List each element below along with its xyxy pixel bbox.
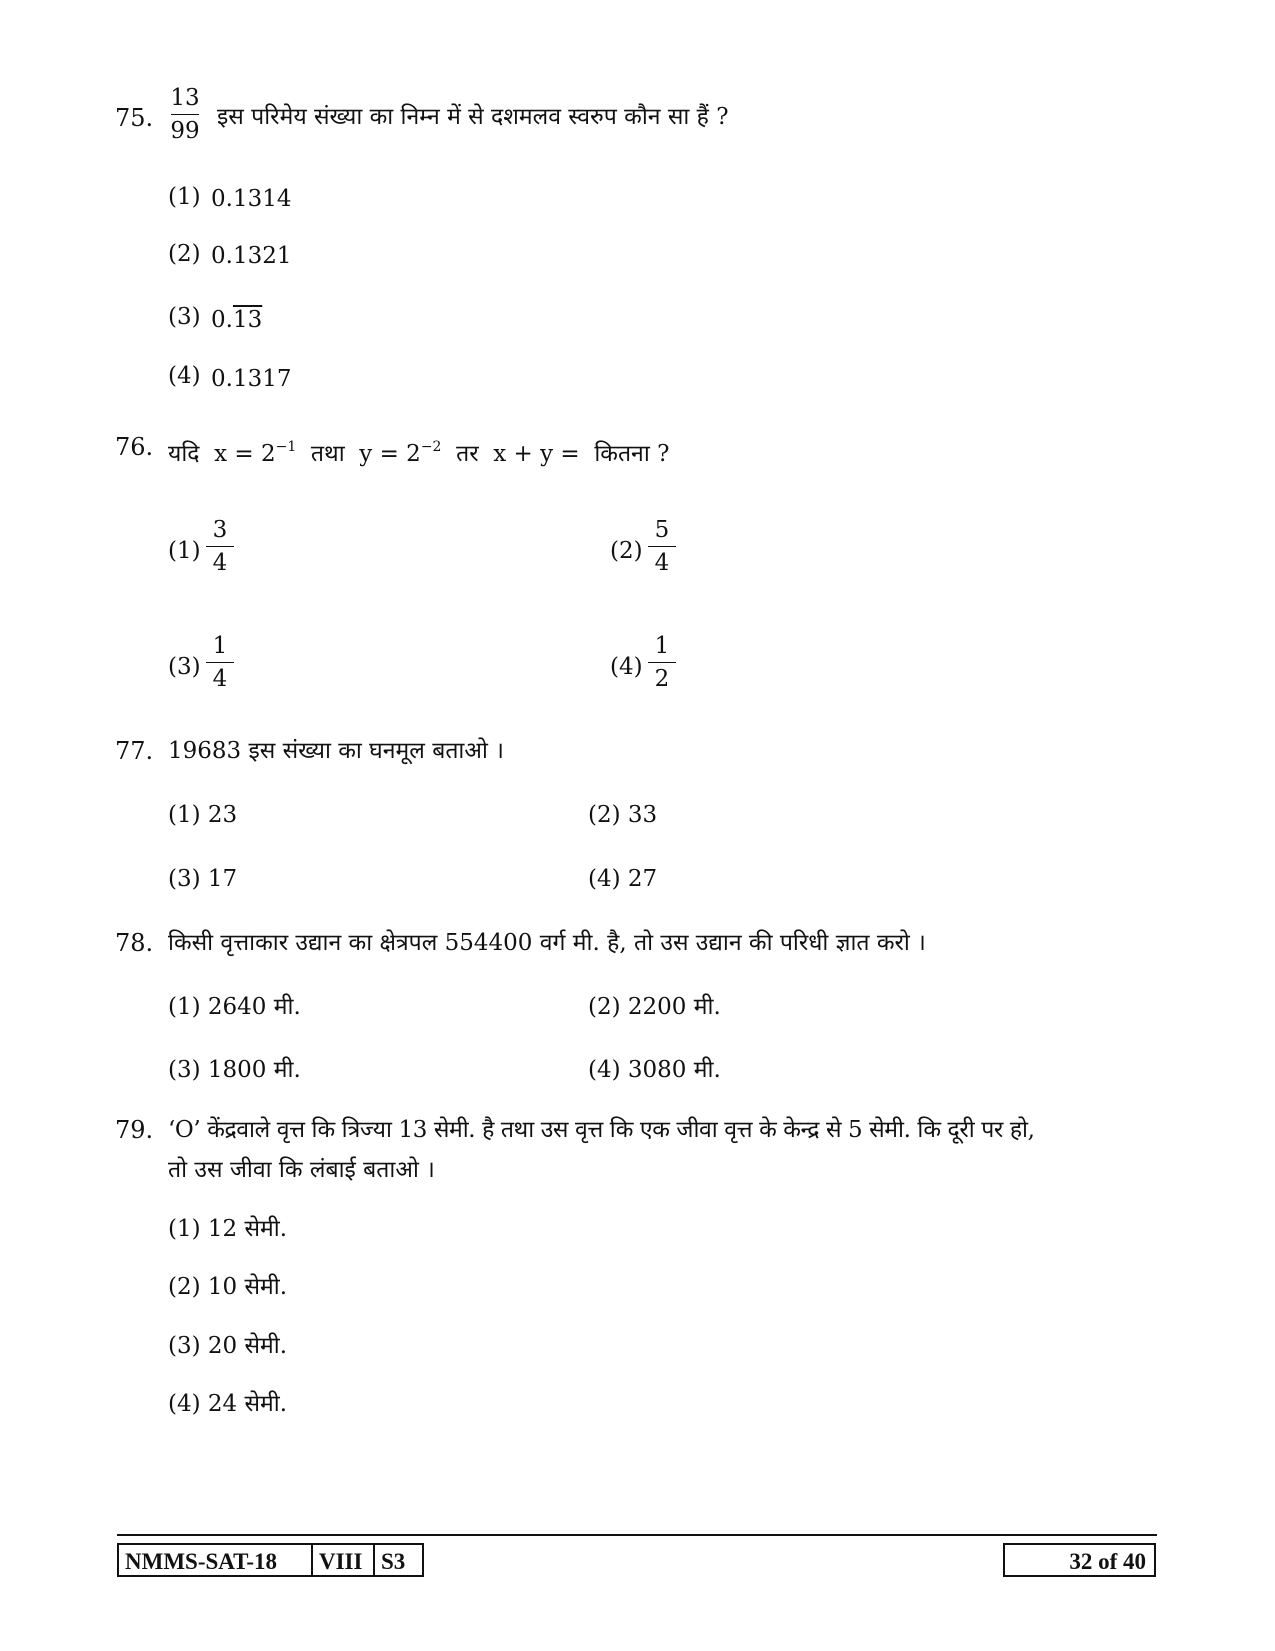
expression-y: y = 2 xyxy=(359,441,421,467)
footer-rule xyxy=(117,1534,1157,1536)
question-75-number: 75. xyxy=(115,104,154,132)
option-label: (3) xyxy=(168,1333,201,1359)
option-value: 24 सेमी. xyxy=(207,1391,288,1417)
option-label: (1) xyxy=(168,994,201,1020)
text-part: यदि xyxy=(168,441,200,467)
option-label: (4) xyxy=(168,363,201,389)
option-value: 10 सेमी. xyxy=(207,1274,288,1300)
fraction-denominator: 4 xyxy=(212,550,228,576)
question-75-fraction xyxy=(165,84,205,145)
option-value: 2640 मी. xyxy=(207,994,301,1020)
option-item xyxy=(168,1333,287,1359)
option-item xyxy=(168,802,237,828)
option-value: 1800 मी. xyxy=(207,1057,301,1083)
question-79-number: 79. xyxy=(115,1116,154,1144)
footer-class: VIII xyxy=(311,1545,373,1575)
fraction-denominator: 4 xyxy=(654,550,670,576)
recurring-digits: 13 xyxy=(232,307,263,333)
footer-page-box xyxy=(1003,1543,1156,1577)
option-label: (2) xyxy=(588,802,621,828)
option-value: 23 xyxy=(207,802,238,828)
option-label: (4) xyxy=(168,1391,201,1417)
question-78-number: 78. xyxy=(115,929,154,957)
question-78-text: किसी वृत्ताकार उद्यान का क्षेत्रपल 554400 वर्ग मी. है, तो उस उद्यान की परिधी ज्ञात करो । xyxy=(168,930,926,956)
option-label: (1) xyxy=(168,802,201,828)
fraction-numerator: 3 xyxy=(212,517,228,543)
question-77-text: 19683 इस संख्या का घनमूल बताओ । xyxy=(168,738,504,764)
fraction-numerator: 5 xyxy=(654,517,670,543)
footer-page-number: 32 of 40 xyxy=(1069,1549,1146,1574)
option-label: (3) xyxy=(168,1057,201,1083)
option-label: (2) xyxy=(168,1274,201,1300)
option-value: 12 सेमी. xyxy=(207,1216,288,1242)
option-fraction xyxy=(200,516,240,577)
option-item xyxy=(168,1274,287,1300)
option-item xyxy=(588,802,657,828)
option-value: 2200 मी. xyxy=(627,994,721,1020)
question-76-text xyxy=(168,434,669,467)
fraction-denominator: 99 xyxy=(170,118,200,144)
text-part: कितना ? xyxy=(594,441,670,467)
option-label: (1) xyxy=(168,1216,201,1242)
option-label: (1) xyxy=(168,184,201,210)
option-label: (3) xyxy=(168,304,201,330)
footer-exam-box xyxy=(117,1543,424,1577)
option-value: 0.1317 xyxy=(211,366,292,392)
fraction-numerator: 1 xyxy=(212,633,228,659)
option-fraction xyxy=(200,632,240,693)
option-fraction xyxy=(642,516,682,577)
option-value: 0.1314 xyxy=(211,186,292,212)
option-value: 33 xyxy=(627,802,658,828)
fraction-denominator: 4 xyxy=(212,666,228,692)
fraction-denominator: 2 xyxy=(654,666,670,692)
option-item xyxy=(168,1216,287,1242)
option-value: 0.1321 xyxy=(211,243,292,269)
option-value: 27 xyxy=(627,866,658,892)
question-79-text-line1: ‘O’ केंद्रवाले वृत्त कि त्रिज्या 13 सेमी. है तथा उस वृत्त कि एक जीवा वृत्त के केन्द्र से 5 सेमी. कि दूरी पर हो, xyxy=(168,1117,1035,1143)
expression-sum: x + y = xyxy=(493,441,580,467)
option-item xyxy=(588,994,721,1020)
option-value: 3080 मी. xyxy=(627,1057,721,1083)
text-part: तर xyxy=(456,441,479,467)
text-part: तथा xyxy=(310,441,345,467)
option-value-recurring xyxy=(211,307,262,333)
option-label: (1) xyxy=(168,538,201,564)
option-label: (4) xyxy=(588,866,621,892)
option-label: (4) xyxy=(588,1057,621,1083)
exponent-x: −1 xyxy=(275,439,297,455)
option-item xyxy=(168,1057,301,1083)
option-item xyxy=(168,866,237,892)
fraction-numerator: 1 xyxy=(654,633,670,659)
option-item xyxy=(588,866,657,892)
option-label: (4) xyxy=(610,654,643,680)
option-label: (3) xyxy=(168,654,201,680)
recurring-prefix: 0. xyxy=(211,307,233,333)
option-value: 20 सेमी. xyxy=(207,1333,288,1359)
option-item xyxy=(588,1057,721,1083)
question-77-number: 77. xyxy=(115,737,154,765)
fraction-numerator: 13 xyxy=(170,85,200,111)
option-label: (2) xyxy=(168,241,201,267)
question-79-text-line2: तो उस जीवा कि लंबाई बताओ । xyxy=(168,1157,435,1183)
option-item xyxy=(168,1391,287,1417)
option-item xyxy=(168,994,301,1020)
option-value: 17 xyxy=(207,866,238,892)
option-label: (2) xyxy=(588,994,621,1020)
question-76-number: 76. xyxy=(115,433,154,461)
expression-x: x = 2 xyxy=(214,441,276,467)
option-label: (3) xyxy=(168,866,201,892)
question-75-text: इस परिमेय संख्या का निम्न में से दशमलव स्वरुप कौन सा हैं ? xyxy=(217,104,729,130)
option-label: (2) xyxy=(610,538,643,564)
footer-exam-code: NMMS-SAT-18 xyxy=(125,1549,278,1574)
option-fraction xyxy=(642,632,682,693)
footer-section: S3 xyxy=(373,1545,422,1575)
exponent-y: −2 xyxy=(420,439,442,455)
